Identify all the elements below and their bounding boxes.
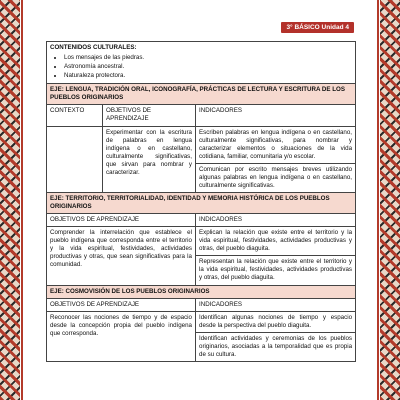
grade-unit-badge: 3° BÁSICO Unidad 4 [281, 22, 354, 33]
eje1-col-indicadores: INDICADORES [196, 105, 356, 126]
eje1-title: EJE: LENGUA, TRADICIÓN ORAL, ICONOGRAFÍA, PRÁCTICAS DE LECTURA Y ESCRITURA DE LOS PUEBLOS ORIGINARIOS [47, 84, 356, 105]
eje3-col-objetivos: OBJETIVOS DE APRENDIZAJE [47, 298, 196, 311]
eje1-indicador-2: Comunican por escrito mensajes breves utilizando algunas palabras en lengua indígena o en castellano, culturalmente significativas. [196, 163, 356, 192]
eje2-objetivo: Comprender la interrelación que establece el pueblo indígena que corresponda entre el territorio y la vida espiritual, festividades, actividades productivas y otras, que sean significativas para la comunidad. [47, 227, 196, 285]
eje3-col-indicadores: INDICADORES [196, 298, 356, 311]
curriculum-table [46, 41, 356, 362]
eje2-col-indicadores: INDICADORES [196, 214, 356, 227]
contenidos-title: CONTENIDOS CULTURALES: [50, 44, 137, 51]
eje3-indicador-2: Identifican actividades y ceremonias de los pueblos originarios, asociadas a la temporalidad que es propia de su cultura. [196, 332, 356, 361]
curriculum-sheet [46, 41, 355, 362]
eje3-objetivo: Reconocer las nociones de tiempo y de espacio desde la concepción propia del pueblo indígena que corresponda. [47, 311, 196, 361]
eje2-col-objetivos: OBJETIVOS DE APRENDIZAJE [47, 214, 196, 227]
eje1-indicador-1: Escriben palabras en lengua indígena o en castellano, culturalmente significativas, para nombrar y caracterizar elementos o situaciones de la vida cotidiana, familiar, comunitaria y/o escolar. [196, 126, 356, 163]
eje2-indicador-1: Explican la relación que existe entre el territorio y la vida espiritual, festividades, actividades productivas y otras, del pueblo diaguita. [196, 227, 356, 256]
list-item: • Naturaleza protectora. [64, 72, 352, 80]
eje2-title: EJE: TERRITORIO, TERRITORIALIDAD, IDENTIDAD Y MEMORIA HISTÓRICA DE LOS PUEBLOS ORIGINARIOS [47, 192, 356, 213]
eje1-contexto-cell [47, 126, 103, 192]
border-line-left [21, 0, 23, 400]
eje3-title: EJE: COSMOVISIÓN DE LOS PUEBLOS ORIGINARIOS [47, 285, 356, 298]
list-item: • Los mensajes de las piedras. [64, 54, 352, 62]
eje1-col-objetivos: OBJETIVOS DE APRENDIZAJE [103, 105, 196, 126]
contenidos-list [64, 54, 352, 80]
decorative-border-left [0, 0, 20, 400]
border-line-right [377, 0, 379, 400]
list-item: • Astronomía ancestral. [64, 63, 352, 71]
eje3-indicador-1: Identifican algunas nociones de tiempo y espacio desde la perspectiva del pueblo diaguita. [196, 311, 356, 332]
decorative-border-right [380, 0, 400, 400]
contenidos-row [47, 42, 356, 84]
eje2-indicador-2: Representan la relación que existe entre el territorio y la vida espiritual, festividades, actividades productivas y otras, del pueblo diaguita. [196, 256, 356, 285]
eje1-objetivo: Experimentar con la escritura de palabras en lengua indígena o en castellano, culturalmente significativas, que sirvan para nombrar y caracterizar. [103, 126, 196, 192]
eje1-col-contexto: CONTEXTO [47, 105, 103, 126]
contenidos-cell [47, 42, 356, 84]
